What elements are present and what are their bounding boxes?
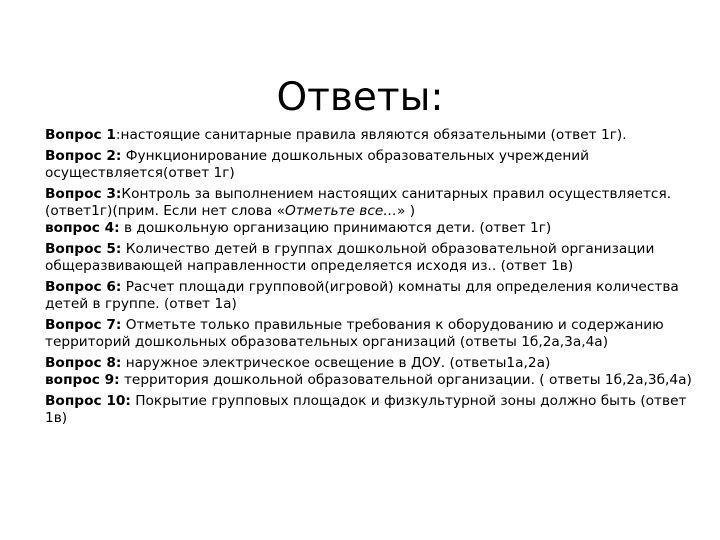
question-3-label: Вопрос 3: — [45, 186, 122, 202]
answer-9 — [45, 372, 695, 389]
answer-2 — [45, 148, 695, 182]
answer-5-text: Количество детей в группах дошкольной образовательной организации общеразвивающей направленности определяется исходя из.. (ответ 1в) — [45, 241, 655, 274]
answer-3-emphasis: Отметьте все… — [284, 203, 397, 219]
answer-8-text: наружное электрическое освещение в ДОУ. (ответы1а,2а) — [121, 355, 551, 371]
slide-title: Ответы: — [276, 75, 444, 121]
question-6-label: Вопрос 6: — [45, 279, 122, 295]
answer-1 — [45, 127, 695, 144]
answer-3 — [45, 186, 695, 220]
question-7-label: Вопрос 7: — [45, 317, 122, 333]
answer-7-text: Отметьте только правильные требования к оборудованию и содержанию территорий дошкольных образовательных организаций (ответы 1б,2а,3а,4а) — [45, 317, 664, 350]
answer-3-text: Контроль за выполнением настоящих санитарных правил осуществляется. (ответ1г)(прим. Если нет слова « — [45, 186, 672, 219]
answer-7 — [45, 317, 695, 351]
answer-10 — [45, 393, 695, 427]
question-10-label: Вопрос 10: — [45, 393, 131, 409]
answer-6 — [45, 279, 695, 313]
question-2-label: Вопрос 2: — [45, 148, 122, 164]
answer-4 — [45, 220, 695, 237]
answer-10-text: Покрытие групповых площадок и физкультурной зоны должно быть (ответ 1в) — [45, 393, 687, 426]
question-1-label: Вопрос 1 — [45, 127, 116, 143]
answer-8 — [45, 355, 695, 372]
question-1-label-colon: : — [115, 127, 121, 143]
question-5-label: Вопрос 5: — [45, 241, 122, 257]
answers-list — [45, 127, 695, 431]
question-8-label: Вопрос 8: — [45, 355, 122, 371]
answer-5 — [45, 241, 695, 275]
answer-6-text: Расчет площади групповой(игровой) комнаты для определения количества детей в группе. (ответ 1а) — [45, 279, 679, 312]
answer-4-text: в дошкольную организацию принимаются дети. (ответ 1г) — [119, 220, 552, 236]
question-9-label: вопрос 9: — [45, 372, 120, 388]
answer-1-text: настоящие санитарные правила являются обязательными (ответ 1г). — [120, 127, 627, 143]
answer-3-text-after: » ) — [396, 203, 416, 219]
question-4-label: вопрос 4: — [45, 220, 120, 236]
answer-2-text: Функционирование дошкольных образовательных учреждений осуществляется(ответ 1г) — [45, 148, 590, 181]
answer-9-text: территория дошкольной образовательной организации. ( ответы 1б,2а,3б,4а) — [119, 372, 692, 388]
